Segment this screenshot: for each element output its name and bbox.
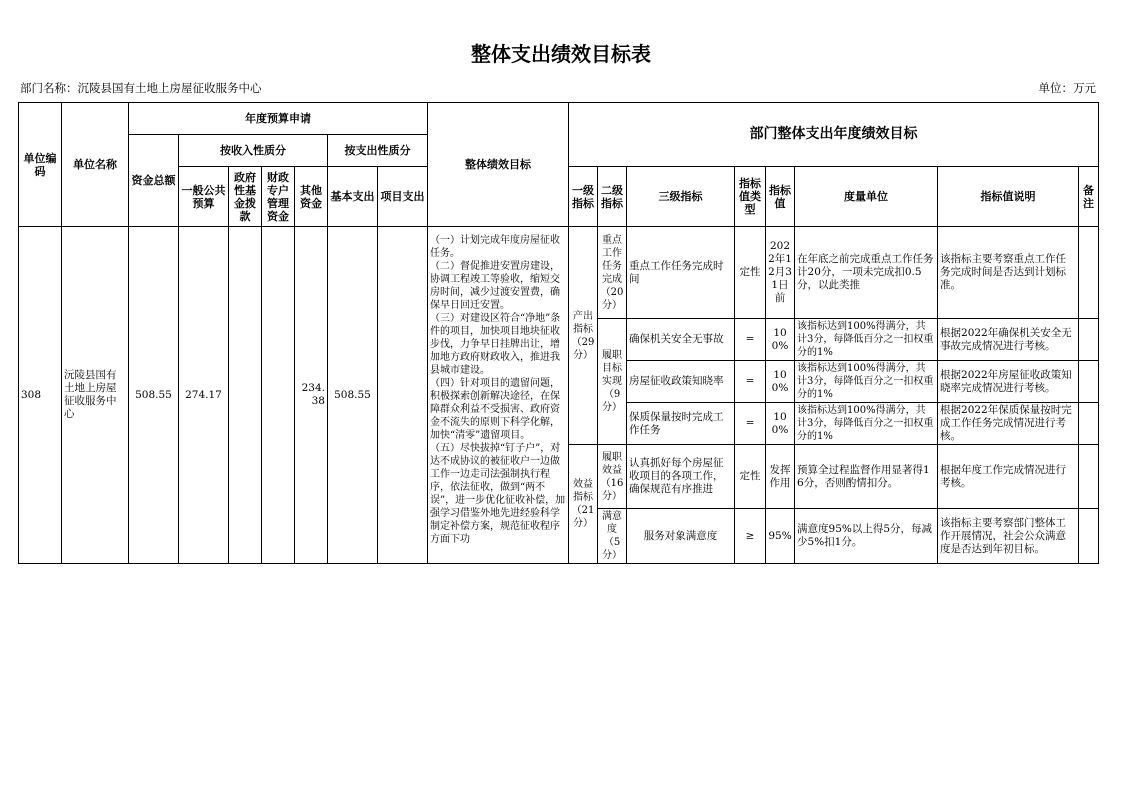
total-funds-cell: 508.55 <box>129 227 179 564</box>
general-budget-cell: 274.17 <box>179 227 229 564</box>
value-cell: 95% <box>766 509 795 564</box>
header-value: 指标值 <box>766 167 795 227</box>
value-cell: 2022年12月31日前 <box>766 227 795 319</box>
remark-cell <box>1079 445 1099 509</box>
header-level3: 三级指标 <box>627 167 735 227</box>
header-dept-goal: 部门整体支出年度绩效目标 <box>569 103 1099 167</box>
header-gov-fund: 政府性基金拨款 <box>229 167 262 227</box>
level2-duty: 履职目标实现（9分） <box>598 319 627 445</box>
measure-cell: 在年底之前完成重点工作任务计20分，一项未完成扣0.5分，以此类推 <box>795 227 938 319</box>
basic-expense-cell: 508.55 <box>328 227 378 564</box>
level3-cell: 房屋征收政策知晓率 <box>627 361 735 403</box>
other-funds-cell: 234.38 <box>295 227 328 564</box>
desc-cell: 根据2022年保质保量按时完成工作任务完成情况进行考核。 <box>938 403 1079 445</box>
value-type-cell: 定性 <box>735 445 766 509</box>
table-row <box>19 227 1099 319</box>
header-overall-goal: 整体绩效目标 <box>428 103 569 227</box>
measure-cell: 该指标达到100%得满分，共计3分，每降低百分之一扣权重分的1% <box>795 361 938 403</box>
performance-table <box>18 102 1099 564</box>
level2-duty-benefit: 履职效益（16分） <box>598 445 627 509</box>
fiscal-special-cell <box>262 227 295 564</box>
gov-fund-cell <box>229 227 262 564</box>
level1-benefit: 效益指标（21分） <box>569 445 598 564</box>
header-measure: 度量单位 <box>795 167 938 227</box>
remark-cell <box>1079 509 1099 564</box>
unit-code-cell: 308 <box>19 227 62 564</box>
unit-label: 单位：万元 <box>1038 81 1096 95</box>
value-type-cell: 定性 <box>735 227 766 319</box>
level3-cell: 确保机关安全无事故 <box>627 319 735 361</box>
goal-line: （二）督促推进安置房建设，协调工程竣工等验收，缩短交房时间，减少过渡安置费，确保早日回迁安置。 <box>430 261 561 311</box>
remark-cell <box>1079 361 1099 403</box>
header-value-desc: 指标值说明 <box>938 167 1079 227</box>
page-title: 整体支出绩效目标表 <box>471 42 651 66</box>
header-remark: 备注 <box>1079 167 1099 227</box>
value-cell: 100% <box>766 319 795 361</box>
level3-cell: 重点工作任务完成时间 <box>627 227 735 319</box>
level3-cell: 服务对象满意度 <box>627 509 735 564</box>
remark-cell <box>1079 403 1099 445</box>
unit-name-cell: 沅陵县国有土地上房屋征收服务中心 <box>62 227 129 564</box>
goal-line: （一）计划完成年度房屋征收任务。 <box>430 235 561 259</box>
desc-cell: 根据2022年房屋征收政策知晓率完成情况进行考核。 <box>938 361 1079 403</box>
overall-goal-cell <box>428 227 569 564</box>
goal-line: （三）对建设区符合“净地”条件的项目，加快项目地块征收步伐，力争早日挂牌出让，增加地方政府财政收入，推进我县城市建设。 <box>430 313 561 376</box>
level2-satisfaction: 满意度（5分） <box>598 509 627 564</box>
value-cell: 100% <box>766 403 795 445</box>
value-cell: 发挥作用 <box>766 445 795 509</box>
level3-cell: 保质保量按时完成工作任务 <box>627 403 735 445</box>
header-annual-budget: 年度预算申请 <box>129 103 428 135</box>
remark-cell <box>1079 227 1099 319</box>
header-unit-name: 单位名称 <box>62 103 129 227</box>
level2-key-task: 重点工作任务完成（20分） <box>598 227 627 319</box>
desc-cell: 根据2022年确保机关安全无事故完成情况进行考核。 <box>938 319 1079 361</box>
level3-cell: 认真抓好每个房屋征收项目的各项工作，确保规范有序推进 <box>627 445 735 509</box>
goal-line: （五）尽快拔掉“钉子户”，对达不成协议的被征收户一边做工作一边走司法强制执行程序，依法征收，做到“两不误”，进一步优化征收补偿，加强学习借鉴外地先进经验科学制定补偿方案，规范征收程序方面下功 <box>430 443 566 545</box>
header-basic-expense: 基本支出 <box>328 167 378 227</box>
goal-line: （四）针对项目的遗留问题，积极探索创新解决途径，在保障群众利益不受损害、政府资金不流失的原则下科学化解，加快“清零”遗留项目。 <box>430 378 561 441</box>
value-type-cell: = <box>735 319 766 361</box>
header-by-income: 按收入性质分 <box>179 135 328 167</box>
measure-cell: 该指标达到100%得满分，共计3分，每降低百分之一扣权重分的1% <box>795 403 938 445</box>
measure-cell: 满意度95%以上得5分，每减少5%扣1分。 <box>795 509 938 564</box>
desc-cell: 根据年度工作完成情况进行考核。 <box>938 445 1079 509</box>
header-fiscal-special: 财政专户管理资金 <box>262 167 295 227</box>
department-name: 部门名称：沉陵县国有土地上房屋征收服务中心 <box>20 81 262 95</box>
measure-cell: 该指标达到100%得满分，共计3分，每降低百分之一扣权重分的1% <box>795 319 938 361</box>
header-unit-code: 单位编码 <box>19 103 62 227</box>
remark-cell <box>1079 319 1099 361</box>
header-total-funds: 资金总额 <box>129 135 179 227</box>
header-value-type: 指标值类型 <box>735 167 766 227</box>
header-level2: 二级指标 <box>598 167 627 227</box>
value-type-cell: = <box>735 403 766 445</box>
desc-cell: 该指标主要考察重点工作任务完成时间是否达到计划标准。 <box>938 227 1079 319</box>
header-level1: 一级指标 <box>569 167 598 227</box>
level1-output: 产出指标（29分） <box>569 227 598 445</box>
header-general-budget: 一般公共预算 <box>179 167 229 227</box>
value-type-cell: = <box>735 361 766 403</box>
header-other-funds: 其他资金 <box>295 167 328 227</box>
header-project-expense: 项目支出 <box>378 167 428 227</box>
value-type-cell: ≥ <box>735 509 766 564</box>
desc-cell: 该指标主要考察部门整体工作开展情况，社会公众满意度是否达到年初目标。 <box>938 509 1079 564</box>
header-by-expense: 按支出性质分 <box>328 135 428 167</box>
project-expense-cell <box>378 227 428 564</box>
measure-cell: 预算全过程监督作用显著得16分，否则酌情扣分。 <box>795 445 938 509</box>
value-cell: 100% <box>766 361 795 403</box>
